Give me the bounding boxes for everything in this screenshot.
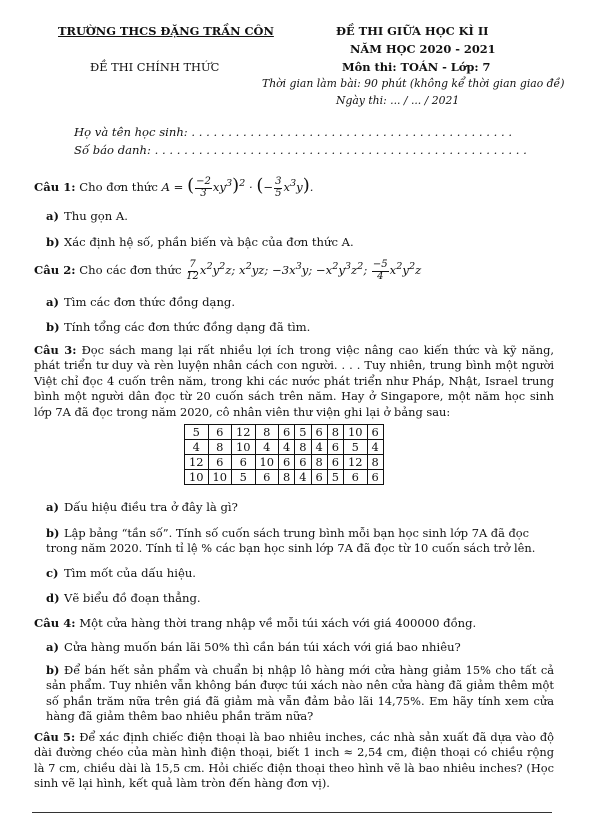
table-cell: 4: [185, 440, 209, 455]
student-id-dots: . . . . . . . . . . . . . . . . . . . . . . . . . . . . . . . . . . . . . . . . . . . . . . . . . . .: [154, 143, 527, 157]
table-cell: 6: [311, 425, 327, 440]
question-3c: [46, 566, 554, 582]
table-cell: 8: [311, 455, 327, 470]
question-5-number: Câu 5:: [34, 730, 76, 744]
table-cell: 5: [327, 470, 343, 485]
question-3c-text: Tìm mốt của dấu hiệu.: [64, 566, 196, 580]
question-5-text: Để xác định chiếc điện thoại là bao nhiêu inches, các nhà sản xuất đã dựa vào độ dài đường chéo của màn hình điện thoại, biết 1 inch ≈ 2,54 cm, điện thoại có chiều rộng là 7 cm, chiều dài là 15,5 cm. Hỏi chiếc điện thoại theo hình vẽ là bao nhiêu inches? (Học sinh vẽ lại hình, kết quả làm tròn đến hàng đơn vị).: [34, 730, 555, 791]
question-5: [34, 730, 554, 792]
question-1b: [46, 235, 554, 251]
question-3a-text: Dấu hiệu điều tra ở đây là gì?: [64, 500, 238, 514]
table-cell: 10: [185, 470, 209, 485]
student-name-label: Họ và tên học sinh:: [74, 125, 188, 139]
table-cell: 5: [344, 440, 368, 455]
student-name-dots: . . . . . . . . . . . . . . . . . . . . . . . . . . . . . . . . . . . . . . . . . . . .: [191, 125, 513, 139]
table-cell: 6: [279, 455, 295, 470]
table-cell: 5: [185, 425, 209, 440]
question-1-formula: A = ( $\frac{-2}{3}$ $xy^3)^2$ · (− $\frac{3}{5}$ $x^3y$).: [161, 175, 314, 199]
table-cell: 6: [208, 455, 232, 470]
question-4a-text: Cửa hàng muốn bán lãi 50% thì cần bán túi xách với giá bao nhiêu?: [64, 640, 461, 654]
table-cell: 12: [232, 425, 256, 440]
question-3-text: Đọc sách mang lại rất nhiều lợi ích trong việc nâng cao kiến thức và kỹ năng, phát triển tư duy và rèn luyện nhân cách con người. . . . Tuy nhiên, trung bình một người Việt chỉ đọc 4 cuốn trên năm, trong khi các nước phát triển như Pháp, Nhật, Israel trung bình một người dân đọc từ 20 cuốn sách trên năm. Hay ở Singapore, một năm học sinh lớp 7A đã đọc trong năm 2020, cô nhân viên thư viện ghi lại ở bảng sau:: [34, 343, 554, 419]
item-label: b): [46, 663, 60, 677]
question-4a: [46, 640, 554, 656]
footer-divider: [32, 812, 552, 813]
table-cell: 8: [327, 425, 343, 440]
table-cell: 6: [344, 470, 368, 485]
school-name: TRƯỜNG THCS ĐẶNG TRẦN CÔN: [58, 24, 274, 38]
table-cell: 12: [344, 455, 368, 470]
question-1b-text: Xác định hệ số, phần biến và bậc của đơn thức A.: [64, 235, 354, 249]
item-label: a): [46, 295, 59, 309]
item-label: b): [46, 320, 60, 334]
item-label: a): [46, 209, 59, 223]
table-cell: 4: [367, 440, 383, 455]
table-row: [185, 470, 384, 485]
question-2-monomials: $\frac{7}{12}$ $x^2y^2z$; $x^2yz$; $-3x^3y$; $-x^2y^3z^2$; $\frac{-5}{4}$ $x^2y^2z$: [186, 259, 422, 282]
student-id-row: [74, 143, 527, 159]
question-2-text: Cho các đơn thức: [79, 263, 182, 277]
student-id-label: Số báo danh:: [74, 143, 151, 157]
table-cell: 4: [311, 440, 327, 455]
table-cell: 6: [279, 425, 295, 440]
table-cell: 6: [327, 455, 343, 470]
table-cell: 8: [208, 440, 232, 455]
table-row: [185, 440, 384, 455]
item-label: b): [46, 526, 60, 540]
table-cell: 10: [255, 455, 279, 470]
question-2-number: Câu 2:: [34, 263, 76, 277]
question-2b: [46, 320, 554, 336]
question-4b-text: Để bán hết sản phẩm và chuẩn bị nhập lô hàng mới cửa hàng giảm 15% cho tất cả sản phẩm. Tuy nhiên vẫn không bán được túi xách nào nên cửa hàng đã giảm thêm một số phần trăm nữa trên giá đã giảm mà vẫn đảm bảo lãi 14,75%. Em hãy tính xem cửa hàng đã giảm thêm bao nhiêu phần trăm nữa?: [46, 663, 554, 724]
table-cell: 6: [295, 455, 311, 470]
question-3d: [46, 591, 554, 607]
question-2b-text: Tính tổng các đơn thức đồng dạng đã tìm.: [64, 320, 311, 334]
item-label: a): [46, 500, 59, 514]
question-4b: [46, 663, 554, 725]
question-1-number: Câu 1:: [34, 180, 76, 194]
question-2a: [46, 295, 554, 311]
table-cell: 4: [295, 470, 311, 485]
question-4: [34, 616, 554, 632]
table-row: [185, 455, 384, 470]
table-cell: 8: [255, 425, 279, 440]
table-cell: 4: [255, 440, 279, 455]
table-cell: 5: [295, 425, 311, 440]
duration-line: Thời gian làm bài: 90 phút (không kể thời gian giao đề): [262, 77, 565, 90]
table-cell: 8: [367, 455, 383, 470]
table-cell: 6: [367, 425, 383, 440]
exam-date: Ngày thi: ... / ... / 2021: [336, 94, 460, 107]
table-row: [185, 425, 384, 440]
question-2a-text: Tìm các đơn thức đồng dạng.: [64, 295, 236, 309]
question-1a: [46, 209, 554, 225]
official-label: ĐỀ THI CHÍNH THỨC: [90, 60, 220, 74]
item-label: b): [46, 235, 60, 249]
table-cell: 6: [232, 455, 256, 470]
question-2: [34, 260, 554, 282]
table-cell: 10: [344, 425, 368, 440]
table-cell: 6: [208, 425, 232, 440]
student-name-row: [74, 125, 512, 141]
table-cell: 6: [255, 470, 279, 485]
question-3d-text: Vẽ biểu đồ đoạn thẳng.: [64, 591, 201, 605]
question-1: [34, 174, 554, 199]
table-cell: 6: [311, 470, 327, 485]
table-cell: 8: [279, 470, 295, 485]
table-cell: 4: [279, 440, 295, 455]
table-cell: 5: [232, 470, 256, 485]
school-year: NĂM HỌC 2020 - 2021: [350, 42, 496, 56]
exam-title: ĐỀ THI GIỮA HỌC KÌ II: [336, 24, 489, 38]
table-cell: 6: [367, 470, 383, 485]
question-3-number: Câu 3:: [34, 343, 77, 357]
table-cell: 12: [185, 455, 209, 470]
table-cell: 10: [208, 470, 232, 485]
table-cell: 8: [295, 440, 311, 455]
question-3b-text: Lập bảng “tần số”. Tính số cuốn sách trung bình mỗi bạn học sinh lớp 7A đã đọc trong năm 2020. Tính tỉ lệ % các bạn học sinh lớp 7A đã đọc từ 10 cuốn sách trở lên.: [46, 526, 536, 556]
question-3b: [46, 526, 554, 557]
item-label: a): [46, 640, 59, 654]
books-data-table: [184, 424, 384, 485]
question-3a: [46, 500, 554, 516]
question-4-number: Câu 4:: [34, 616, 76, 630]
subject-line: Môn thi: TOÁN - Lớp: 7: [342, 60, 491, 74]
question-1a-text: Thu gọn A.: [64, 209, 128, 223]
question-1-text: Cho đơn thức: [79, 180, 158, 194]
item-label: d): [46, 591, 60, 605]
item-label: c): [46, 566, 59, 580]
question-4-text: Một cửa hàng thời trang nhập về mỗi túi xách với giá 400000 đồng.: [79, 616, 477, 630]
table-cell: 6: [327, 440, 343, 455]
table-cell: 10: [232, 440, 256, 455]
question-3: [34, 343, 554, 420]
